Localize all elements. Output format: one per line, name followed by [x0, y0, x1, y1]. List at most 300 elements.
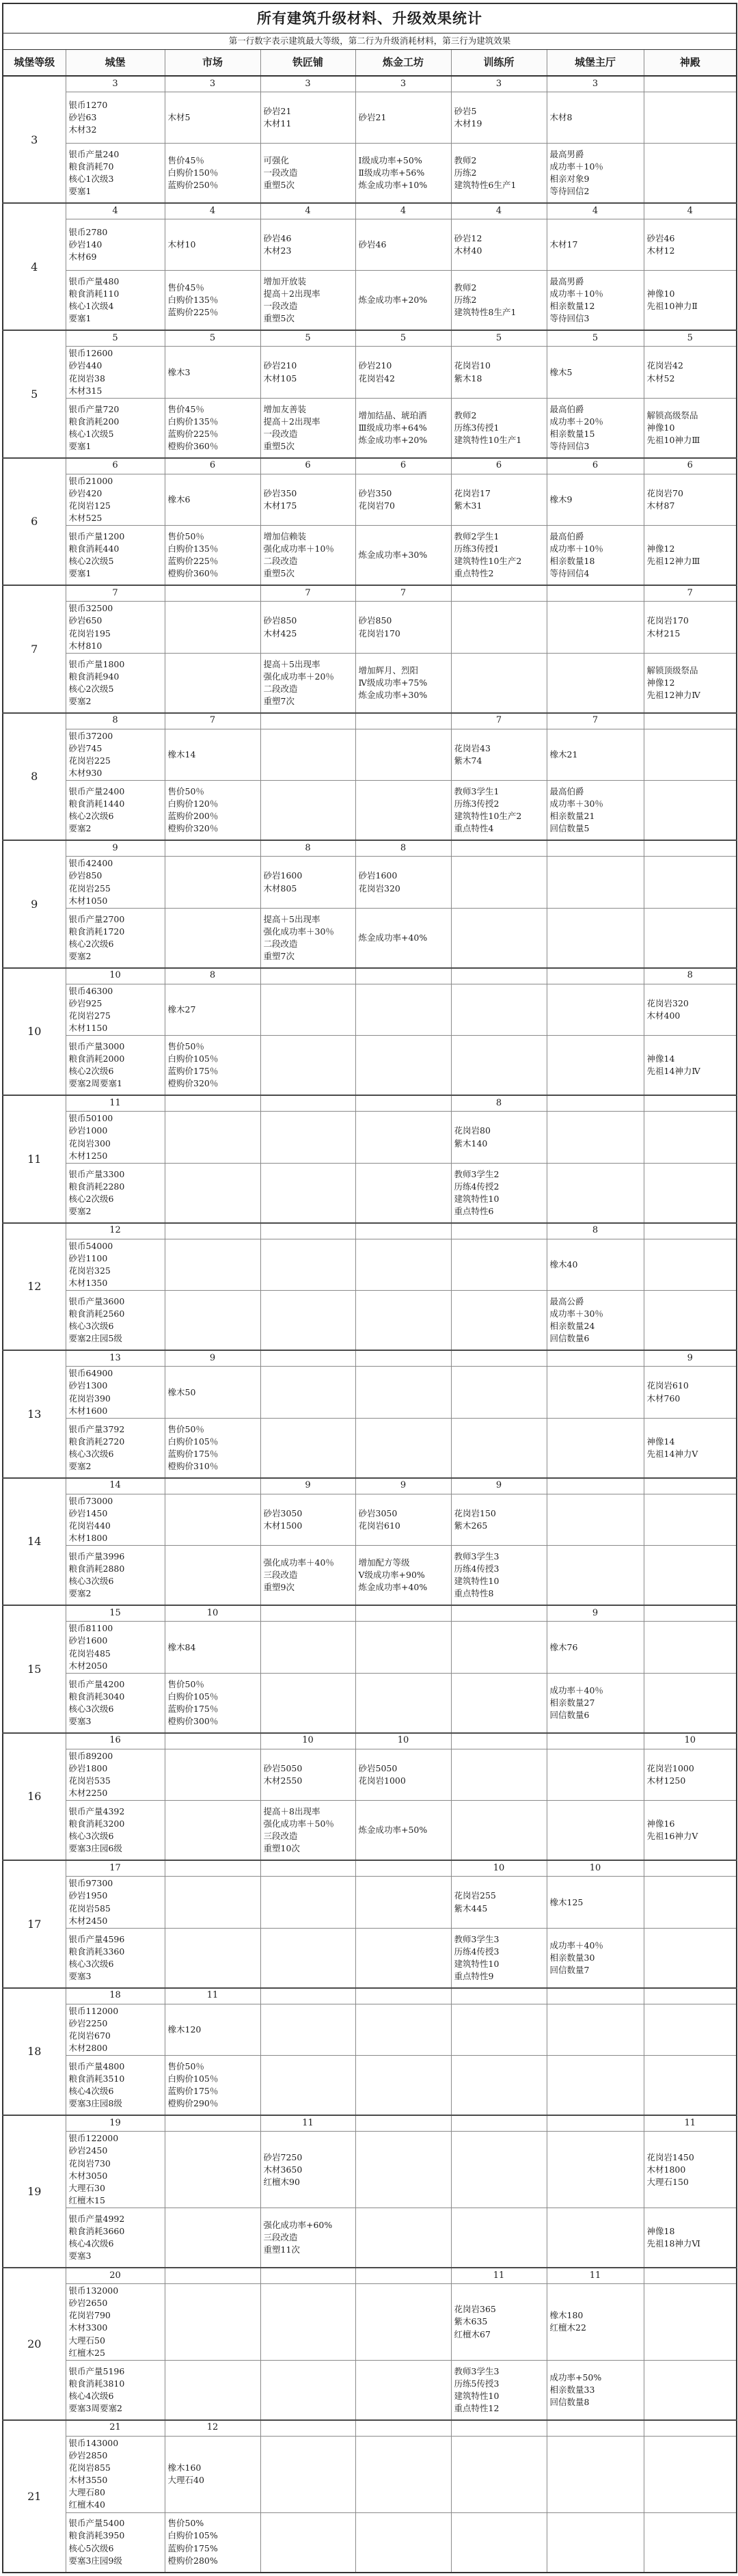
building-upgrade-materials: [355, 729, 451, 781]
material-line: 木材3300: [68, 2322, 108, 2333]
effect-line: 相亲数量18: [549, 556, 595, 567]
effect-line: 要塞3: [68, 2251, 92, 2262]
effect-line: 银币产量240: [68, 149, 120, 160]
effect-line: 要塞2: [68, 1588, 92, 1599]
building-upgrade-materials: [165, 347, 260, 399]
material-line: 木材1600: [68, 1405, 108, 1416]
material-line: 花岗岩585: [68, 1903, 111, 1914]
level-band-materials-row: [3, 1622, 737, 1674]
castle-level-value: 6: [3, 458, 66, 586]
effect-line: 银币产量3792: [68, 1423, 125, 1434]
material-line: 银币73000: [68, 1495, 113, 1506]
building-upgrade-materials: [644, 1494, 737, 1546]
building-effects: [644, 653, 737, 713]
building-upgrade-materials: [644, 1239, 737, 1291]
building-upgrade-materials: [355, 857, 451, 909]
material-line: 银币32500: [68, 603, 113, 614]
building-max-level: [260, 2420, 355, 2437]
material-line: 银币46300: [68, 985, 113, 996]
building-effects: [547, 1163, 644, 1223]
material-line: 橡木3: [167, 366, 191, 377]
effect-line: 先祖18神力Ⅵ: [646, 2238, 700, 2249]
building-upgrade-materials: [451, 857, 547, 909]
effect-line: 白购价150％: [167, 167, 219, 178]
effect-line: 教师3学生2: [454, 1168, 500, 1179]
building-upgrade-materials: [66, 92, 165, 144]
effect-line: 橙购价320％: [167, 1078, 219, 1089]
effect-line: 核心2次级6: [68, 1193, 114, 1204]
building-effects: [451, 908, 547, 968]
effect-line: 历练2: [454, 167, 477, 178]
level-band-max-row: [3, 1350, 737, 1367]
building-max-level: 20: [66, 2268, 165, 2284]
effect-line: 历练2: [454, 295, 477, 306]
material-line: 砂岩21: [263, 106, 292, 117]
building-effects: [66, 1163, 165, 1223]
effect-line: 相亲对象9: [549, 174, 590, 185]
building-upgrade-materials: [451, 729, 547, 781]
material-line: 木材215: [646, 628, 681, 639]
effect-line: 相亲数量27: [549, 1697, 595, 1708]
effect-line: 核心2次级5: [68, 556, 114, 567]
effect-line: 一段改造: [263, 428, 298, 439]
building-max-level: [451, 968, 547, 984]
building-max-level: [165, 1733, 260, 1749]
material-line: 砂岩1450: [68, 1507, 108, 1518]
building-max-level: 12: [66, 1223, 165, 1239]
effect-line: 核心1次级4: [68, 301, 114, 312]
effect-line: 白购价105％: [167, 1054, 219, 1064]
castle-level-value: 10: [3, 968, 66, 1096]
effect-line: Ⅲ级成功率+64%: [358, 422, 427, 433]
building-effects: [165, 1801, 260, 1861]
level-band-max-row: [3, 1860, 737, 1877]
effect-line: 粮食消耗2560: [68, 1309, 125, 1319]
building-max-level: 14: [66, 1478, 165, 1494]
material-line: 砂岩650: [68, 615, 102, 626]
level-band-materials-row: [3, 984, 737, 1036]
building-upgrade-materials: [451, 602, 547, 654]
building-upgrade-materials: [66, 2436, 165, 2512]
material-line: 木材525: [68, 513, 102, 524]
building-upgrade-materials: [260, 92, 355, 144]
building-max-level: [644, 713, 737, 729]
effect-line: 神像10: [646, 422, 675, 433]
building-effects: [451, 1801, 547, 1861]
material-line: 木材2550: [263, 1775, 303, 1786]
material-line: 砂岩1600: [358, 870, 398, 881]
level-band-max-row: [3, 2420, 737, 2437]
building-upgrade-materials: [260, 984, 355, 1036]
effect-line: 增加结晶、琥珀酒: [358, 410, 427, 420]
building-effects: [644, 1673, 737, 1733]
building-effects: [547, 908, 644, 968]
effect-line: 粮食消耗2720: [68, 1436, 125, 1447]
effect-line: 成功率＋20％: [549, 416, 603, 427]
material-line: 花岗岩390: [68, 1393, 111, 1404]
material-line: 木材69: [68, 252, 97, 263]
building-upgrade-materials: [165, 984, 260, 1036]
building-effects: [547, 1928, 644, 1988]
castle-level-value: 11: [3, 1095, 66, 1223]
level-band-effects-row: [3, 2056, 737, 2116]
effect-line: 蓝购价175％: [167, 1066, 219, 1077]
building-max-level: 3: [165, 76, 260, 92]
building-upgrade-materials: [644, 474, 737, 526]
building-effects: [451, 1291, 547, 1351]
effect-line: 核心3次级6: [68, 1321, 114, 1332]
material-line: 银币64900: [68, 1368, 113, 1379]
building-effects: [165, 526, 260, 586]
level-band-max-row: [3, 1095, 737, 1112]
effect-line: 二段改造: [263, 683, 298, 694]
level-band-materials-row: [3, 347, 737, 399]
material-line: 砂岩46: [646, 233, 675, 244]
effect-line: 相亲数量21: [549, 811, 595, 822]
building-upgrade-materials: [66, 857, 165, 909]
effect-line: 售价45％: [167, 403, 204, 414]
level-band-materials-row: [3, 1239, 737, 1291]
effect-line: 成功率＋10％: [549, 289, 603, 299]
effect-line: 教师3学生3: [454, 2365, 500, 2376]
effect-line: 强化成功率+60%: [263, 2219, 333, 2230]
building-effects: [451, 1163, 547, 1223]
building-upgrade-materials: [547, 219, 644, 271]
building-upgrade-materials: [260, 347, 355, 399]
building-max-level: [451, 1733, 547, 1749]
building-upgrade-materials: [66, 1239, 165, 1291]
effect-line: 要塞2: [68, 695, 92, 706]
building-effects: [165, 144, 260, 204]
building-max-level: [355, 1095, 451, 1112]
level-band-max-row: [3, 2268, 737, 2284]
effect-line: 蓝购价225％: [167, 556, 219, 567]
effect-line: 提高＋8出现率: [263, 1806, 320, 1817]
effect-line: 要塞2: [68, 1205, 92, 1216]
building-upgrade-materials: [644, 984, 737, 1036]
effect-line: 银币产量2700: [68, 913, 125, 924]
effect-line: 炼金成功率+40%: [358, 1582, 428, 1593]
castle-level-value: 12: [3, 1223, 66, 1351]
material-line: 砂岩1000: [68, 1125, 108, 1136]
building-upgrade-materials: [260, 1367, 355, 1419]
effect-line: 橙购价310％: [167, 1460, 219, 1471]
building-effects: [260, 144, 355, 204]
level-band-max-row: [3, 458, 737, 474]
building-upgrade-materials: [165, 729, 260, 781]
effect-line: 回信数量6: [549, 1333, 590, 1344]
material-line: 大理石50: [68, 2335, 105, 2346]
material-line: 砂岩210: [358, 360, 392, 371]
building-max-level: 6: [547, 458, 644, 474]
building-effects: [355, 1673, 451, 1733]
effect-line: 成功率＋40％: [549, 1685, 603, 1695]
building-upgrade-materials: [66, 729, 165, 781]
building-max-level: 7: [547, 713, 644, 729]
building-effects: [451, 1928, 547, 1988]
building-effects: [644, 2512, 737, 2573]
subtitle-row: [3, 33, 737, 49]
material-line: 银币122000: [68, 2133, 119, 2144]
effect-line: 相亲数量24: [549, 1321, 595, 1332]
material-line: 紫木265: [454, 1520, 488, 1531]
building-max-level: 8: [644, 968, 737, 984]
effect-line: 粮食消耗3360: [68, 1946, 125, 1957]
material-line: 砂岩440: [68, 360, 102, 371]
building-max-level: [644, 840, 737, 857]
building-max-level: 3: [260, 76, 355, 92]
building-effects: [644, 908, 737, 968]
effect-line: 售价50%: [167, 2518, 204, 2529]
material-line: 橡木125: [549, 1896, 584, 1907]
effect-line: 提高＋2出现率: [263, 416, 320, 427]
building-upgrade-materials: [451, 984, 547, 1036]
building-max-level: 18: [66, 1988, 165, 2004]
material-line: 木材1250: [646, 1775, 686, 1786]
building-upgrade-materials: [547, 602, 644, 654]
castle-level-value: 15: [3, 1605, 66, 1733]
building-max-level: [547, 968, 644, 984]
building-effects: [260, 2512, 355, 2573]
building-effects: [66, 1546, 165, 1606]
column-header-market: 市场: [165, 49, 260, 76]
building-max-level: [165, 2268, 260, 2284]
building-effects: [644, 2360, 737, 2420]
level-band-effects-row: [3, 1291, 737, 1351]
building-effects: [644, 1036, 737, 1096]
building-upgrade-materials: [547, 1494, 644, 1546]
effect-line: 教师2: [454, 155, 477, 166]
column-header-castle: 城堡: [66, 49, 165, 76]
material-line: 砂岩1950: [68, 1890, 108, 1901]
material-line: 银币1270: [68, 100, 108, 111]
building-effects: [355, 1036, 451, 1096]
building-upgrade-materials: [66, 347, 165, 399]
material-line: 花岗岩125: [68, 500, 111, 511]
building-upgrade-materials: [66, 219, 165, 271]
building-upgrade-materials: [165, 1239, 260, 1291]
material-line: 花岗岩1000: [646, 1762, 694, 1773]
building-upgrade-materials: [260, 1239, 355, 1291]
effect-line: 成功率＋40％: [549, 1940, 603, 1950]
material-line: 银币81100: [68, 1623, 113, 1634]
building-effects: [451, 2360, 547, 2420]
building-upgrade-materials: [644, 2004, 737, 2056]
effect-line: 增加开放装: [263, 276, 307, 287]
building-upgrade-materials: [355, 1622, 451, 1674]
effect-line: 银币产量4392: [68, 1806, 125, 1817]
building-upgrade-materials: [451, 1749, 547, 1801]
effect-line: 一段改造: [263, 301, 298, 312]
building-effects: [66, 271, 165, 331]
building-max-level: [165, 2115, 260, 2132]
building-upgrade-materials: [547, 92, 644, 144]
building-upgrade-materials: [66, 1494, 165, 1546]
effect-line: 蓝购价250％: [167, 180, 219, 191]
effect-line: 核心2次级6: [68, 1066, 114, 1077]
effect-line: 粮食消耗3660: [68, 2225, 125, 2236]
building-effects: [165, 2512, 260, 2573]
building-max-level: 11: [260, 2115, 355, 2132]
material-line: 红檀木90: [263, 2176, 300, 2187]
building-effects: [547, 2208, 644, 2268]
building-effects: [165, 653, 260, 713]
effect-line: 核心3次级6: [68, 1448, 114, 1459]
building-effects: [66, 1036, 165, 1096]
building-upgrade-materials: [165, 474, 260, 526]
building-effects: [260, 1928, 355, 1988]
building-max-level: [260, 1223, 355, 1239]
building-max-level: 9: [260, 1478, 355, 1494]
building-upgrade-materials: [260, 2132, 355, 2208]
building-effects: [355, 1163, 451, 1223]
material-line: 木材5: [167, 112, 191, 123]
material-line: 花岗岩255: [454, 1890, 496, 1901]
effect-line: 炼金成功率+40%: [358, 932, 428, 943]
column-header-temple: 神殿: [644, 49, 737, 76]
building-upgrade-materials: [355, 219, 451, 271]
building-max-level: 3: [66, 76, 165, 92]
building-upgrade-materials: [644, 729, 737, 781]
building-max-level: 8: [66, 713, 165, 729]
effect-line: 银币产量2400: [68, 786, 125, 797]
building-max-level: 11: [547, 2268, 644, 2284]
building-max-level: 12: [165, 2420, 260, 2437]
effect-line: Ⅱ级成功率+56%: [358, 167, 425, 178]
building-max-level: 5: [260, 330, 355, 347]
effect-line: 重点特性4: [454, 823, 494, 834]
effect-line: 教师3学生3: [454, 1933, 500, 1944]
effect-line: 神像16: [646, 1819, 675, 1829]
building-effects: [260, 271, 355, 331]
building-max-level: [355, 713, 451, 729]
building-effects: [260, 1546, 355, 1606]
level-band-effects-row: [3, 398, 737, 458]
effect-line: 重塑7次: [263, 695, 295, 706]
building-upgrade-materials: [66, 602, 165, 654]
effect-line: 粮食消耗3950: [68, 2530, 125, 2541]
building-max-level: [451, 1988, 547, 2004]
material-line: 木材10: [167, 239, 196, 250]
building-effects: [644, 526, 737, 586]
effect-line: 售价50％: [167, 1423, 204, 1434]
building-max-level: [355, 1223, 451, 1239]
building-upgrade-materials: [260, 219, 355, 271]
effect-line: 增加辉月、烈阳: [358, 665, 419, 675]
material-line: 砂岩63: [68, 112, 97, 123]
building-upgrade-materials: [451, 1112, 547, 1164]
effect-line: 建筑特性10生产2: [454, 811, 522, 822]
building-max-level: [547, 1733, 644, 1749]
material-line: 砂岩1800: [68, 1762, 108, 1773]
material-line: 花岗岩325: [68, 1265, 111, 1276]
material-line: 砂岩46: [358, 239, 387, 250]
building-max-level: [451, 1350, 547, 1367]
effect-line: 提高＋5出现率: [263, 658, 320, 669]
effect-line: 增加配方等级: [358, 1557, 410, 1568]
building-upgrade-materials: [547, 474, 644, 526]
building-effects: [260, 1036, 355, 1096]
effect-line: 二段改造: [263, 938, 298, 949]
effect-line: 先祖10神力Ⅱ: [646, 301, 698, 312]
building-max-level: [260, 1988, 355, 2004]
material-line: 银币21000: [68, 475, 113, 486]
building-upgrade-materials: [165, 602, 260, 654]
building-max-level: [547, 840, 644, 857]
effect-line: 粮食消耗3200: [68, 1819, 125, 1829]
building-upgrade-materials: [165, 2284, 260, 2361]
level-band-max-row: [3, 585, 737, 602]
building-upgrade-materials: [547, 729, 644, 781]
material-line: 花岗岩440: [68, 1520, 111, 1531]
effect-line: Ⅳ级成功率+75%: [358, 677, 428, 688]
effect-line: 粮食消耗3040: [68, 1691, 125, 1702]
material-line: 木材760: [646, 1393, 681, 1404]
building-effects: [260, 398, 355, 458]
building-effects: [165, 1036, 260, 1096]
castle-level-value: 20: [3, 2268, 66, 2420]
effect-line: 神像14: [646, 1436, 675, 1447]
effect-line: 重塑9次: [263, 1582, 295, 1593]
building-max-level: [260, 1095, 355, 1112]
effect-line: 最高伯爵: [549, 786, 584, 797]
castle-level-value: 3: [3, 76, 66, 203]
effect-line: 核心1次级3: [68, 174, 114, 185]
level-band-max-row: [3, 203, 737, 219]
level-band-effects-row: [3, 271, 737, 331]
building-effects: [355, 526, 451, 586]
effect-line: 教师2: [454, 282, 477, 293]
building-effects: [547, 2512, 644, 2573]
material-line: 木材12: [646, 245, 675, 256]
building-max-level: 7: [260, 585, 355, 602]
building-max-level: 8: [451, 1095, 547, 1112]
effect-line: 强化成功率＋20％: [263, 671, 334, 682]
building-max-level: 4: [165, 203, 260, 219]
building-max-level: [355, 2420, 451, 2437]
building-effects: [260, 2360, 355, 2420]
level-band-effects-row: [3, 1673, 737, 1733]
column-header-castle-level: 城堡等级: [3, 49, 66, 76]
building-upgrade-materials: [66, 2004, 165, 2056]
building-upgrade-materials: [260, 1622, 355, 1674]
effect-line: 教师2: [454, 410, 477, 420]
effect-line: 回信数量7: [549, 1964, 590, 1975]
building-max-level: [451, 585, 547, 602]
effect-line: 粮食消耗70: [68, 161, 114, 172]
material-line: 木材810: [68, 640, 102, 651]
building-max-level: [451, 1223, 547, 1239]
building-upgrade-materials: [66, 1367, 165, 1419]
building-upgrade-materials: [644, 602, 737, 654]
level-band-effects-row: [3, 1801, 737, 1861]
level-band-effects-row: [3, 1036, 737, 1096]
effect-line: 售价45％: [167, 282, 204, 293]
effect-line: 神像12: [646, 677, 675, 688]
building-max-level: 3: [451, 76, 547, 92]
material-line: 银币42400: [68, 858, 113, 869]
material-line: 木材40: [454, 245, 482, 256]
building-upgrade-materials: [547, 1112, 644, 1164]
building-max-level: 6: [355, 458, 451, 474]
effect-line: 历练3传授2: [454, 799, 500, 809]
effect-line: 粮食消耗1440: [68, 799, 125, 809]
material-line: 红檀木67: [454, 2329, 491, 2339]
building-max-level: [547, 1988, 644, 2004]
material-line: 银币143000: [68, 2437, 119, 2448]
level-band-effects-row: [3, 1928, 737, 1988]
material-line: 花岗岩43: [454, 742, 491, 753]
